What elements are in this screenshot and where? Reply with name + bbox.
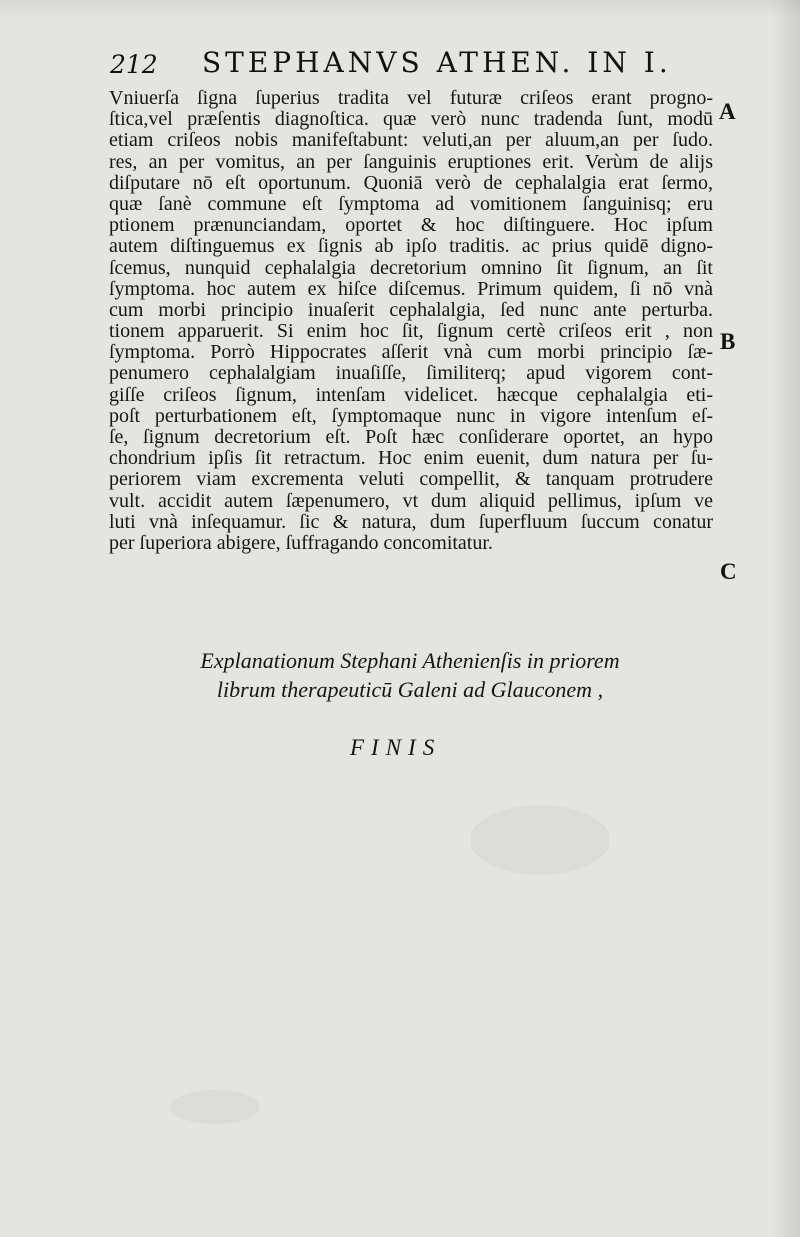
text-line: penumero cephalalgiam inuaſiſſe, ſimiliterq; apud vigorem cont- (109, 362, 713, 385)
text-line: ſymptoma. hoc autem ex hiſce diſcemus. Primum quidem, ſi nō vnà (109, 277, 713, 300)
text-line: poſt perturbationem eſt, ſymptomaque nunc in vigore intenſum eſ- (109, 404, 713, 427)
text-line: vult. accidit autem ſæpenumero, vt dum aliquid pellimus, ipſum ve (109, 489, 713, 512)
text-line: autem diſtinguemus ex ſignis ab ipſo traditis. ac prius quidē digno- (109, 235, 713, 258)
text-line: cum morbi principio inuaſerit cephalalgia, ſed nunc ante perturba. (109, 298, 713, 321)
paper-stain (470, 805, 610, 875)
margin-note-c: C (720, 559, 737, 584)
running-title: STEPHANVS ATHEN. IN I. (202, 46, 672, 79)
main-text-block (109, 88, 713, 554)
text-line: giſſe criſeos ſignum, intenſam videlicet. hæcque cephalalgia eti- (109, 383, 713, 406)
top-page-shadow (0, 0, 800, 18)
text-line: ſe, ſignum decretorium eſt. Poſt hæc conſiderare oportet, an hypo (109, 426, 713, 448)
right-page-shadow (772, 0, 800, 1237)
text-line: diſputare nō eſt oportunum. Quoniā verò de cephalalgia erat ſermo, (109, 171, 713, 194)
text-line: etiam criſeos nobis manifeſtabunt: veluti,an per aluum,an per ſudo. (109, 129, 713, 152)
explicit-colophon (130, 646, 690, 704)
text-line: quæ ſanè commune eſt ſymptoma ad vomitionem ſanguinisq; eru (109, 192, 713, 215)
text-line: ſtica,vel præſentis diagnoſtica. quæ verò nunc tradenda ſunt, modū (109, 108, 713, 131)
text-line: periorem viam excrementa veluti compellit, & tanquam protrudere (109, 468, 713, 491)
explicit-line: librum therapeuticū Galeni ad Glauconem , (216, 677, 604, 702)
text-line: Vniuerſa ſigna ſuperius tradita vel futuræ criſeos erant progno- (109, 87, 713, 109)
page-header (110, 46, 710, 86)
text-line: ſcemus, nunquid cephalalgia decretorium omnino ſit ſignum, an ſit (109, 256, 713, 279)
text-line: ptionem prænunciandam, oportet & hoc diſtinguere. Hoc ipſum (109, 214, 713, 237)
text-line: tionem apparuerit. Si enim hoc ſit, ſignum certè criſeos erit , non (109, 320, 713, 343)
explicit-line: Explanationum Stephani Athenienſis in priorem (200, 648, 620, 673)
paper-stain (170, 1090, 260, 1124)
text-line: res, an per vomitus, an per ſanguinis eruptiones erit. Verùm de alijs (109, 150, 713, 173)
text-line: luti vnà inſequamur. ſic & natura, dum ſuperfluum ſuccum conatur (109, 510, 713, 533)
text-line: chondrium ipſis ſit retractum. Hoc enim euenit, dum natura per ſu- (109, 447, 713, 470)
margin-note-a: A (719, 99, 736, 124)
text-line: per ſuperiora abigere, ſuffragando concomitatur. (109, 531, 493, 554)
finis-word: FINIS (350, 735, 442, 760)
margin-note-b: B (720, 329, 736, 354)
text-line: ſymptoma. Porrò Hippocrates aſſerit vnà cum morbi principio ſæ- (109, 341, 713, 364)
page-number: 212 (110, 50, 158, 79)
